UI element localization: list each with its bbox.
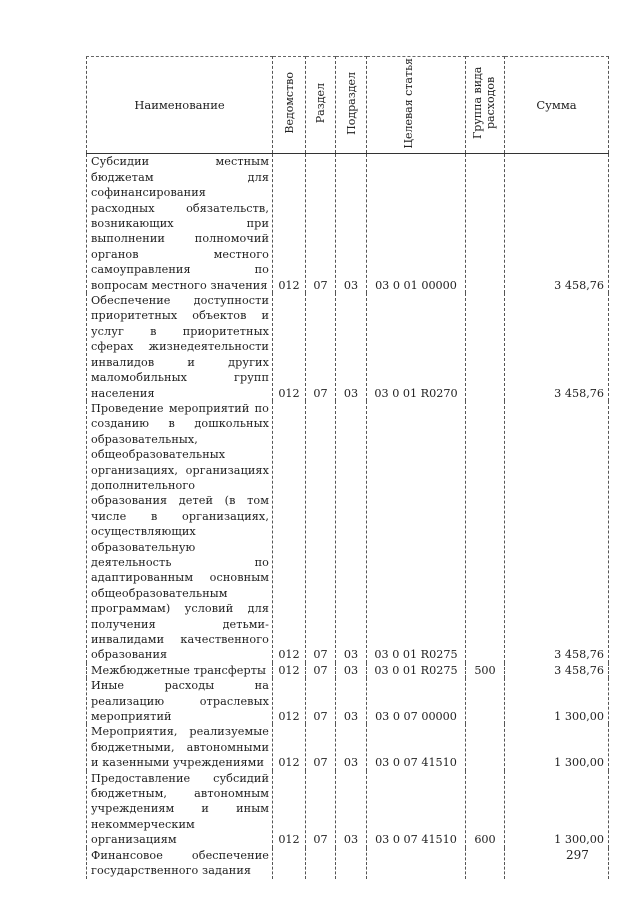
row-podrazdel: 03 <box>336 663 367 678</box>
row-celevaya: 03 0 07 41510 <box>367 771 466 848</box>
row-ved: 012 <box>273 771 306 848</box>
row-ved: 012 <box>273 663 306 678</box>
row-podrazdel: 03 <box>336 401 367 663</box>
row-razdel: 07 <box>306 678 336 724</box>
header-celevaya-label: Целевая статья <box>402 57 415 149</box>
row-gruppa: 500 <box>466 663 505 678</box>
row-name: Межбюджетные трансферты <box>87 663 273 678</box>
table-row <box>87 401 609 663</box>
row-celevaya: 03 0 07 00000 <box>367 678 466 724</box>
table-header-row <box>87 57 609 154</box>
header-ved-label: Ведомство <box>282 72 296 134</box>
row-gruppa <box>466 724 505 770</box>
row-summa: 3 458,76 <box>505 401 609 663</box>
row-razdel: 07 <box>306 771 336 848</box>
row-celevaya: 03 0 07 41510 <box>367 724 466 770</box>
table-row <box>87 771 609 848</box>
header-celevaya <box>367 57 466 154</box>
row-celevaya: 03 0 01 R0275 <box>367 401 466 663</box>
row-podrazdel: 03 <box>336 724 367 770</box>
row-celevaya: 03 0 01 00000 <box>367 154 466 293</box>
row-name: Мероприятия, реализуемые бюджетными, автономными и казенными учреждениями <box>87 724 273 770</box>
row-gruppa <box>466 154 505 293</box>
row-gruppa <box>466 678 505 724</box>
row-razdel: 07 <box>306 401 336 663</box>
row-ved: 012 <box>273 154 306 293</box>
header-razdel-label: Раздел <box>314 82 327 124</box>
header-summa: Сумма <box>505 57 609 154</box>
row-name: Предоставление субсидий бюджетным, автономным учреждениям и иным некоммерческим организациям <box>87 771 273 848</box>
row-podrazdel <box>336 848 367 879</box>
table-row <box>87 154 609 293</box>
row-ved: 012 <box>273 293 306 401</box>
row-razdel: 07 <box>306 154 336 293</box>
row-gruppa <box>466 293 505 401</box>
row-podrazdel: 03 <box>336 154 367 293</box>
row-summa: 3 458,76 <box>505 154 609 293</box>
row-podrazdel: 03 <box>336 293 367 401</box>
header-gruppa-label: Группа вида расходов <box>471 66 497 140</box>
header-name: Наименование <box>87 57 273 154</box>
table-row <box>87 724 609 770</box>
page-number: 297 <box>566 848 589 862</box>
row-summa: 1 300,00 <box>505 678 609 724</box>
table-row <box>87 848 609 879</box>
row-summa: 3 458,76 <box>505 663 609 678</box>
row-name: Финансовое обеспечение государственного задания <box>87 848 273 879</box>
row-razdel: 07 <box>306 724 336 770</box>
header-podrazdel <box>336 57 367 154</box>
row-celevaya: 03 0 01 R0270 <box>367 293 466 401</box>
header-razdel <box>306 57 336 154</box>
header-ved <box>273 57 306 154</box>
table-row <box>87 293 609 401</box>
row-name: Субсидии местным бюджетам для софинансирования расходных обязательств, возникающих при выполнении полномочий органов местного самоуправления по вопросам местного значения <box>87 154 273 293</box>
row-name: Обеспечение доступности приоритетных объектов и услуг в приоритетных сферах жизнедеятельности инвалидов и других маломобильных групп населения <box>87 293 273 401</box>
row-podrazdel: 03 <box>336 771 367 848</box>
row-ved: 012 <box>273 678 306 724</box>
row-gruppa <box>466 401 505 663</box>
row-summa: 1 300,00 <box>505 724 609 770</box>
table-row <box>87 663 609 678</box>
row-name: Иные расходы на реализацию отраслевых мероприятий <box>87 678 273 724</box>
row-gruppa <box>466 848 505 879</box>
row-summa: 1 300,00 <box>505 771 609 848</box>
row-ved: 012 <box>273 401 306 663</box>
header-podrazdel-label: Подраздел <box>344 71 358 135</box>
table-row <box>87 678 609 724</box>
row-razdel: 07 <box>306 663 336 678</box>
row-razdel <box>306 848 336 879</box>
row-summa <box>505 848 609 879</box>
header-gruppa <box>466 57 505 154</box>
row-razdel: 07 <box>306 293 336 401</box>
row-ved <box>273 848 306 879</box>
budget-table <box>86 56 609 879</box>
row-celevaya: 03 0 01 R0275 <box>367 663 466 678</box>
row-name: Проведение мероприятий по созданию в дошкольных образовательных, общеобразовательных организациях, организациях дополнительного образования детей (в том числе в организациях, осуществляющих образовательную деятельность по адаптированным основным общеобразовательным программам) условий для получения детьми-инвалидами качественного образования <box>87 401 273 663</box>
row-podrazdel: 03 <box>336 678 367 724</box>
row-summa: 3 458,76 <box>505 293 609 401</box>
row-celevaya <box>367 848 466 879</box>
row-ved: 012 <box>273 724 306 770</box>
row-gruppa: 600 <box>466 771 505 848</box>
